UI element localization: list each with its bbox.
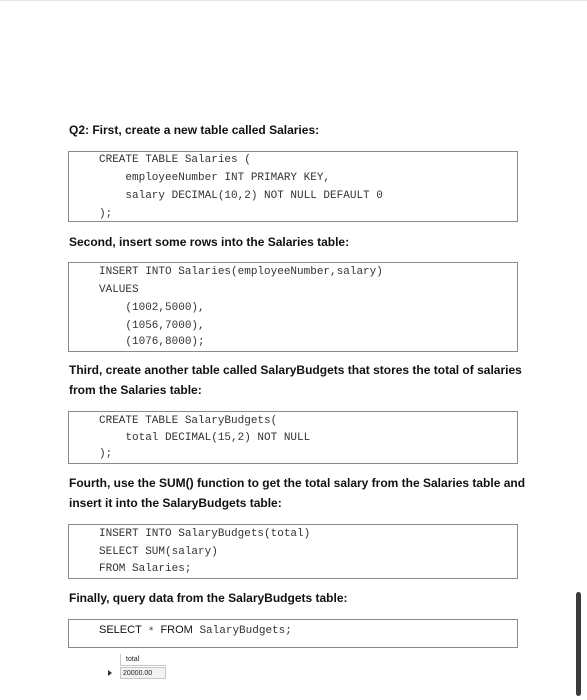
- star-operator: *: [148, 626, 154, 636]
- create-salarybudgets-code-block: [68, 411, 518, 464]
- code-line: FROM Salaries;: [99, 563, 192, 575]
- code-line: (1002,5000),: [99, 302, 205, 314]
- step2-heading: Second, insert some rows into the Salaries table:: [69, 235, 350, 249]
- code-line: INSERT INTO SalaryBudgets(total): [99, 528, 311, 540]
- code-line: VALUES: [99, 284, 139, 296]
- result-column-header[interactable]: total: [120, 654, 166, 666]
- insert-salarybudgets-code-block: [68, 524, 518, 579]
- keyword-from: FROM: [160, 624, 193, 636]
- code-line: SELECT SUM(salary): [99, 546, 218, 558]
- code-line: (1056,7000),: [99, 320, 205, 332]
- code-line: );: [99, 448, 113, 460]
- step5-heading: Finally, query data from the SalaryBudgets table:: [69, 591, 348, 605]
- step3-heading-line1: Third, create another table called SalaryBudgets that stores the total of salaries: [69, 363, 522, 377]
- code-line: INSERT INTO Salaries(employeeNumber,salary): [99, 266, 383, 278]
- row-pointer-icon: [108, 670, 112, 676]
- code-line: CREATE TABLE SalaryBudgets(: [99, 415, 278, 427]
- select-salarybudgets-code-block: [68, 619, 518, 648]
- code-line: );: [99, 208, 113, 220]
- code-line: salary DECIMAL(10,2) NOT NULL DEFAULT 0: [99, 190, 383, 202]
- code-line: CREATE TABLE Salaries (: [99, 154, 251, 166]
- step4-heading-line1: Fourth, use the SUM() function to get the total salary from the Salaries table and: [69, 476, 526, 490]
- result-cell[interactable]: 20000.00: [120, 667, 166, 679]
- create-salaries-code-block: [68, 151, 518, 222]
- code-line: (1076,8000);: [99, 336, 205, 348]
- insert-salaries-code-block: [68, 262, 518, 352]
- keyword-select: SELECT: [99, 624, 142, 636]
- code-line: total DECIMAL(15,2) NOT NULL: [99, 432, 311, 444]
- q2-heading: Q2: First, create a new table called Salaries:: [69, 123, 320, 137]
- table-name: SalaryBudgets;: [199, 625, 292, 637]
- step3-heading-line2: from the Salaries table:: [69, 383, 202, 397]
- code-line: [99, 623, 292, 638]
- top-divider: [0, 0, 587, 1]
- query-result-grid: [106, 654, 170, 684]
- step4-heading-line2: insert it into the SalaryBudgets table:: [69, 496, 282, 510]
- scrollbar[interactable]: [576, 592, 581, 696]
- code-line: employeeNumber INT PRIMARY KEY,: [99, 172, 331, 184]
